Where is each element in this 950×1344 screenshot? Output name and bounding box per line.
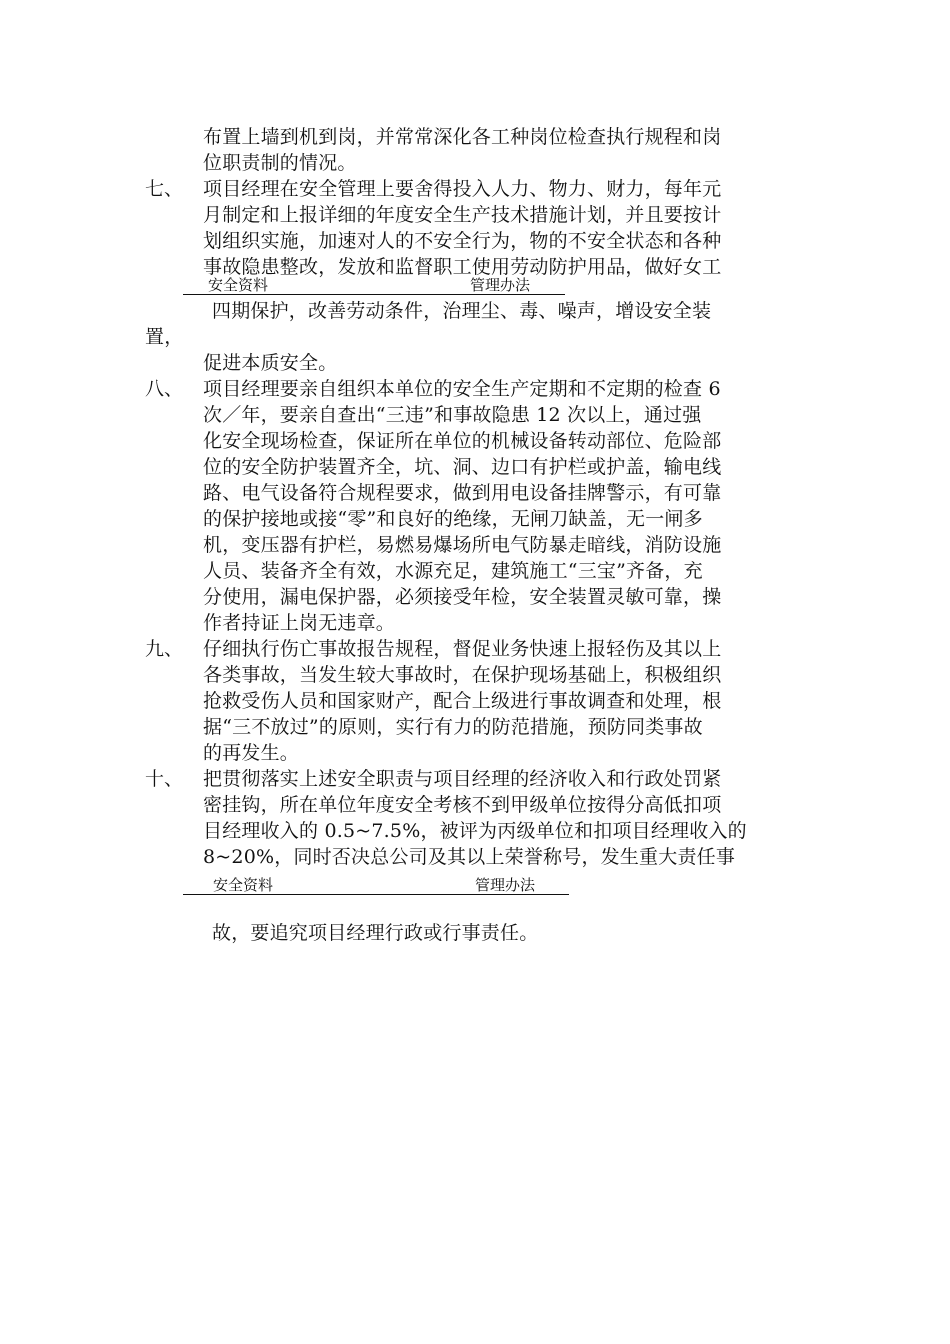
closing-line: 故，要追究项目经理行政或行事责任。 <box>212 922 539 944</box>
header-2-rule <box>183 894 569 895</box>
item-8-line-9: 分使用，漏电保护器，必须接受年检，安全装置灵敏可靠，操 <box>203 586 722 608</box>
item-8-line-10: 作者持证上岗无违章。 <box>203 612 396 634</box>
item-8-line-1: 项目经理要亲自组织本单位的安全生产定期和不定期的检查 6 <box>203 378 721 400</box>
item-9-line-3: 抢救受伤人员和国家财产，配合上级进行事故调查和处理，根 <box>203 690 722 712</box>
item-7b-line-1: 四期保护，改善劳动条件，治理尘、毒、噪声，增设安全装 <box>212 300 712 322</box>
item-7-line-4: 事故隐患整改，发放和监督职工使用劳动防护用品，做好女工 <box>203 256 722 278</box>
continuation-line-2: 位职责制的情况。 <box>203 152 357 174</box>
item-8-line-3: 化安全现场检查，保证所在单位的机械设备转动部位、危险部 <box>203 430 722 452</box>
item-7-line-2: 月制定和上报详细的年度安全生产技术措施计划，并且要按计 <box>203 204 722 226</box>
item-7b-line-3: 促进本质安全。 <box>203 352 338 374</box>
item-8-line-2: 次／年，要亲自查出“三违”和事故隐患 12 次以上，通过强 <box>203 404 702 426</box>
item-7-line-3: 划组织实施，加速对人的不安全行为，物的不安全状态和各种 <box>203 230 722 252</box>
item-8-line-8: 人员、装备齐全有效，水源充足，建筑施工“三宝”齐备，充 <box>203 560 703 582</box>
header-2-right: 管理办法 <box>475 876 536 894</box>
header-1-rule <box>183 294 565 295</box>
item-8-line-6: 的保护接地或接“零”和良好的绝缘，无闸刀缺盖，无一闸多 <box>203 508 703 530</box>
header-1-left: 安全资料 <box>208 276 269 294</box>
item-7-line-1: 项目经理在安全管理上要舍得投入人力、物力、财力，每年元 <box>203 178 722 200</box>
item-9-number: 九、 <box>145 638 184 660</box>
item-8-line-5: 路、电气设备符合规程要求，做到用电设备挂牌警示，有可靠 <box>203 482 722 504</box>
header-2-left: 安全资料 <box>213 876 274 894</box>
item-10-line-4: 8~20%，同时否决总公司及其以上荣誉称号，发生重大责任事 <box>203 846 736 868</box>
item-9-line-2: 各类事故，当发生较大事故时，在保护现场基础上，积极组织 <box>203 664 722 686</box>
item-9-line-5: 的再发生。 <box>203 742 300 764</box>
item-8-line-4: 位的安全防护装置齐全，坑、洞、边口有护栏或护盖，输电线 <box>203 456 722 478</box>
item-10-line-2: 密挂钩，所在单位年度安全考核不到甲级单位按得分高低扣项 <box>203 794 722 816</box>
item-7-number: 七、 <box>145 178 184 200</box>
item-8-line-7: 机，变压器有护栏，易燃易爆场所电气防暴走暗线，消防设施 <box>203 534 722 556</box>
item-10-number: 十、 <box>145 768 184 790</box>
continuation-line-1: 布置上墙到机到岗，并常常深化各工种岗位检查执行规程和岗 <box>203 126 722 148</box>
item-10-line-1: 把贯彻落实上述安全职责与项目经理的经济收入和行政处罚紧 <box>203 768 722 790</box>
item-10-line-3: 目经理收入的 0.5~7.5%，被评为丙级单位和扣项目经理收入的 <box>203 820 747 842</box>
item-7b-line-2: 置， <box>145 326 184 348</box>
item-9-line-1: 仔细执行伤亡事故报告规程，督促业务快速上报轻伤及其以上 <box>203 638 722 660</box>
header-1-right: 管理办法 <box>470 276 531 294</box>
item-8-number: 八、 <box>145 378 184 400</box>
item-9-line-4: 据“三不放过”的原则，实行有力的防范措施，预防同类事故 <box>203 716 703 738</box>
